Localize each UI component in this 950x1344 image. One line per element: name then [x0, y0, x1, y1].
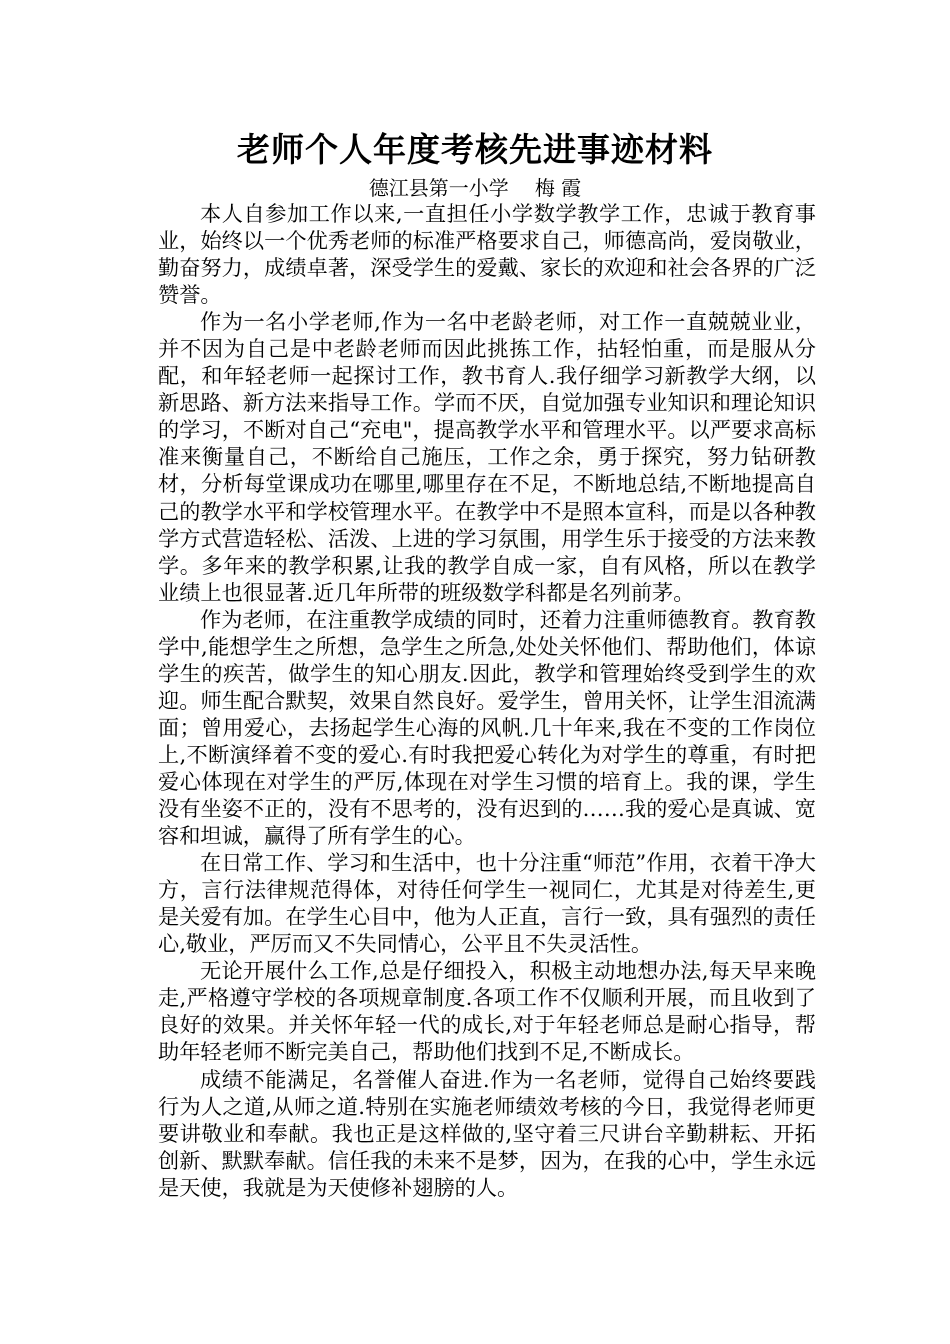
- author-name: 梅 霞: [534, 176, 582, 200]
- school-name: 德江县第一小学: [368, 176, 509, 200]
- paragraph-5: 无论开展什么工作,总是仔细投入，积极主动地想办法,每天早来晚走,严格遵守学校的各项规章制度.各项工作不仅顺利开展，而且收到了良好的效果。并关怀年轻一代的成长,对于年轻老师总是耐心指导，帮助年轻老师不断完美自己，帮助他们找到不足,不断成长。: [158, 958, 816, 1065]
- paragraph-3: 作为老师，在注重教学成绩的同时，还着力注重师德教育。教育教学中,能想学生之所想，急学生之所急,处处关怀他们、帮助他们，体谅学生的疾苦，做学生的知心朋友.因此，教学和管理始终受到学生的欢迎。师生配合默契，效果自然良好。爱学生，曾用关怀，让学生泪流满面；曾用爱心，去扬起学生心海的风帆.几十年来,我在不变的工作岗位上,不断演绎着不变的爱心.有时我把爱心转化为对学生的尊重，有时把爱心体现在对学生的严厉,体现在对学生习惯的培育上。我的课，学生没有坐姿不正的，没有不思考的，没有迟到的……我的爱心是真诚、宽容和坦诚，赢得了所有学生的心。: [158, 606, 816, 849]
- document-title: 老师个人年度考核先进事迹材料: [237, 130, 713, 169]
- paragraph-4: 在日常工作、学习和生活中，也十分注重“师范”作用，衣着干净大方，言行法律规范得体，对待任何学生一视同仁，尤其是对待差生,更是关爱有加。在学生心目中，他为人正直，言行一致，具有强烈的责任心,敬业，严厉而又不失同情心，公平且不失灵活性。: [158, 850, 816, 957]
- paragraph-6: 成绩不能满足，名誉催人奋进.作为一名老师，觉得自己始终要践行为人之道,从师之道.特别在实施老师绩效考核的今日，我觉得老师更要讲敬业和奉献。我也正是这样做的,坚守着三尺讲台辛勤耕耘、开拓创新、默默奉献。信任我的未来不是梦，因为，在我的心中，学生永远是天使，我就是为天使修补翅膀的人。: [158, 1066, 816, 1200]
- document-body: [158, 200, 816, 1201]
- paragraph-2: 作为一名小学老师,作为一名中老龄老师，对工作一直兢兢业业，并不因为自己是中老龄老师而因此挑拣工作，拈轻怕重，而是服从分配，和年轻老师一起探讨工作，教书育人.我仔细学习新教学大纲，以新思路、新方法来指导工作。学而不厌，自觉加强专业知识和理论知识的学习，不断对自己“充电"，提高教学水平和管理水平。以严要求高标准来衡量自己，不断给自己施压，工作之余，勇于探究，努力钻研教材，分析每堂课成功在哪里,哪里存在不足，不断地总结,不断地提高自己的教学水平和学校管理水平。在教学中不是照本宣科，而是以各种教学方式营造轻松、活泼、上进的学习氛围，用学生乐于接受的方法来教学。多年来的教学积累,让我的教学自成一家，自有风格，所以在教学业绩上也很显著.近几年所带的班级数学科都是名列前茅。: [158, 309, 816, 605]
- author-line: [0, 174, 950, 202]
- paragraph-1: 本人自参加工作以来,一直担任小学数学教学工作，忠诚于教育事业，始终以一个优秀老师的标准严格要求自己，师德高尚，爱岗敬业，勤奋努力，成绩卓著，深受学生的爱戴、家长的欢迎和社会各界的广泛赞誉。: [158, 201, 816, 308]
